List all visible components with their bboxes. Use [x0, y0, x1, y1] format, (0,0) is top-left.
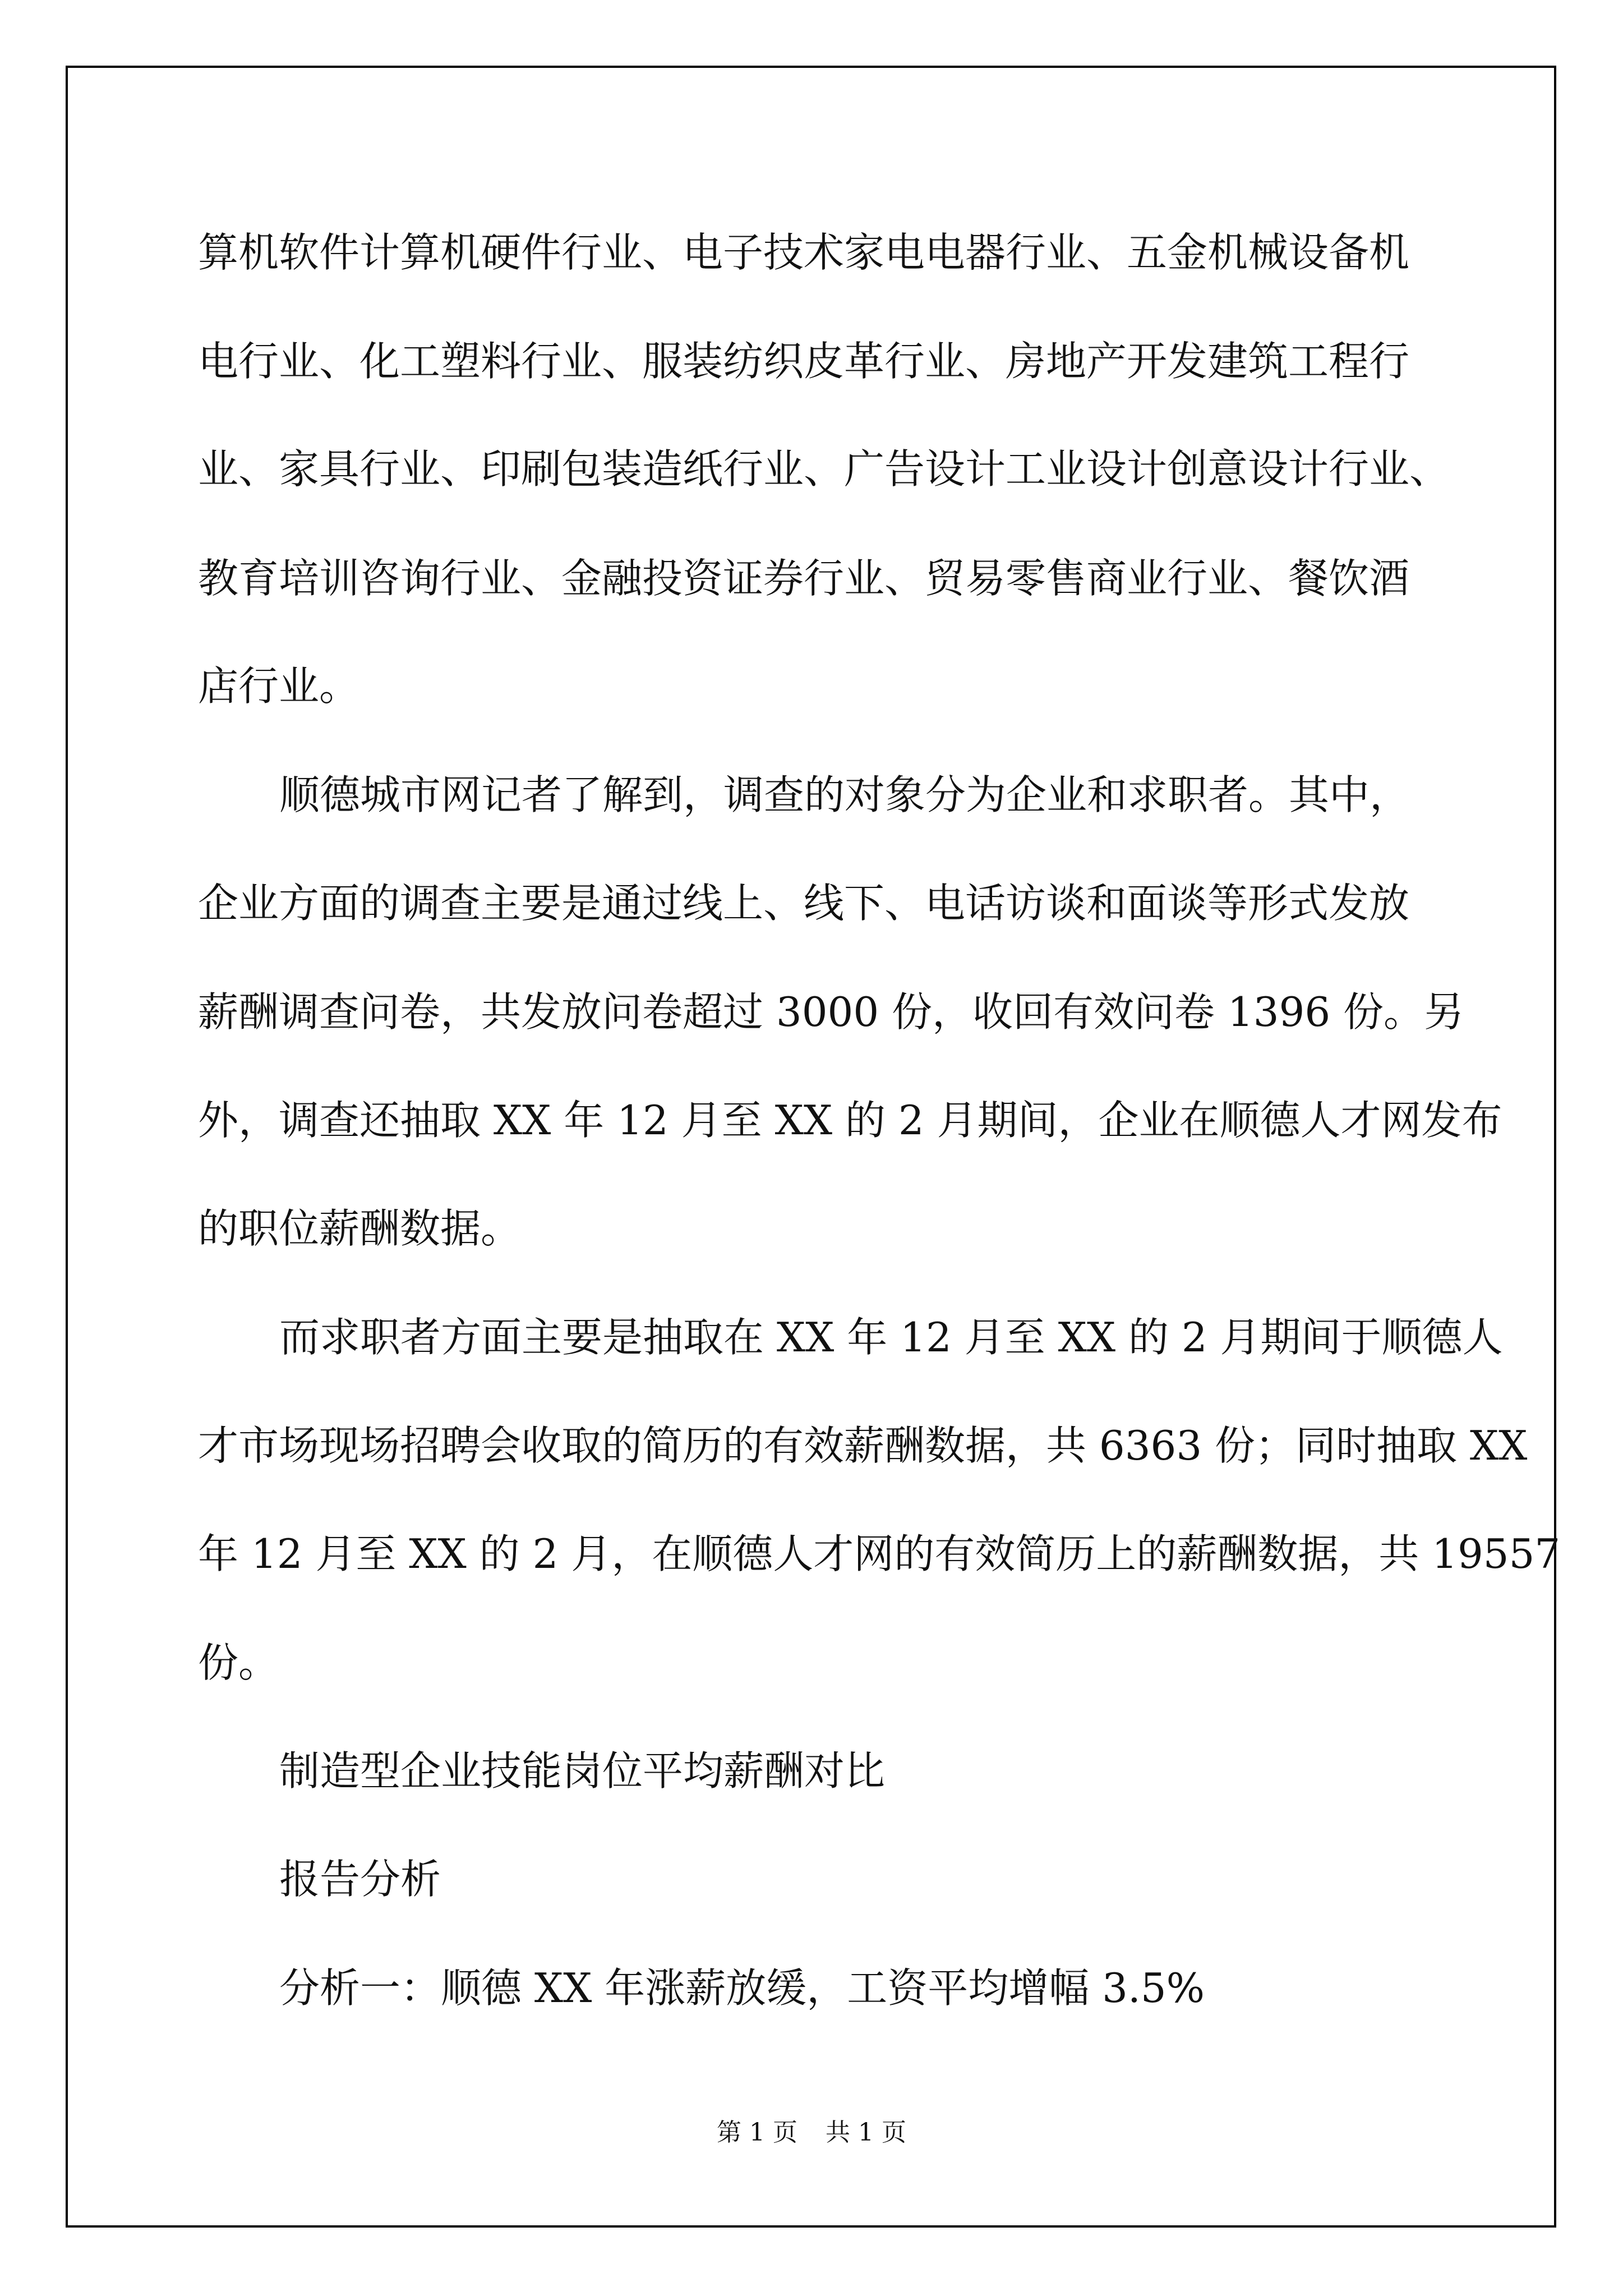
body-line-9: 外，调查还抽取 XX 年 12 月至 XX 的 2 月期间，企业在顺德人才网发布 — [198, 1097, 1502, 1144]
body-line-2: 电行业、化工塑料行业、服装纺织皮革行业、房地产开发建筑工程行 — [198, 338, 1410, 385]
page-frame — [66, 66, 1556, 2228]
body-line-8: 薪酬调查问卷，共发放问卷超过 3000 份，收回有效问卷 1396 份。另 — [198, 988, 1465, 1036]
body-line-4: 教育培训咨询行业、金融投资证券行业、贸易零售商业行业、餐饮酒 — [198, 555, 1410, 602]
page-number-label: 第 1 页 — [717, 2118, 797, 2147]
body-line-13: 年 12 月至 XX 的 2 月，在顺德人才网的有效简历上的薪酬数据，共 19557 — [198, 1530, 1561, 1577]
page-total-label: 共 1 页 — [826, 2118, 906, 2147]
section-heading-report-analysis: 报告分析 — [279, 1856, 441, 1903]
analysis-one-heading: 分析一：顺德 XX 年涨薪放缓，工资平均增幅 3.5% — [279, 1964, 1205, 2012]
body-line-5: 店行业。 — [198, 662, 360, 710]
body-line-12: 才市场现场招聘会收取的简历的有效薪酬数据，共 6363 份；同时抽取 XX — [198, 1422, 1528, 1469]
body-line-10: 的职位薪酬数据。 — [198, 1205, 522, 1252]
body-line-7: 企业方面的调查主要是通过线上、线下、电话访谈和面谈等形式发放 — [198, 880, 1410, 927]
page-footer — [0, 2120, 1623, 2145]
body-line-3: 业、家具行业、印刷包装造纸行业、广告设计工业设计创意设计行业、 — [198, 445, 1450, 493]
body-line-14: 份。 — [198, 1639, 279, 1686]
body-line-6: 顺德城市网记者了解到，调查的对象分为企业和求职者。其中， — [279, 771, 1410, 818]
section-heading-salary-comparison: 制造型企业技能岗位平均薪酬对比 — [279, 1747, 886, 1795]
body-line-1: 算机软件计算机硬件行业、电子技术家电电器行业、五金机械设备机 — [198, 229, 1410, 276]
body-line-11: 而求职者方面主要是抽取在 XX 年 12 月至 XX 的 2 月期间于顺德人 — [279, 1314, 1503, 1361]
